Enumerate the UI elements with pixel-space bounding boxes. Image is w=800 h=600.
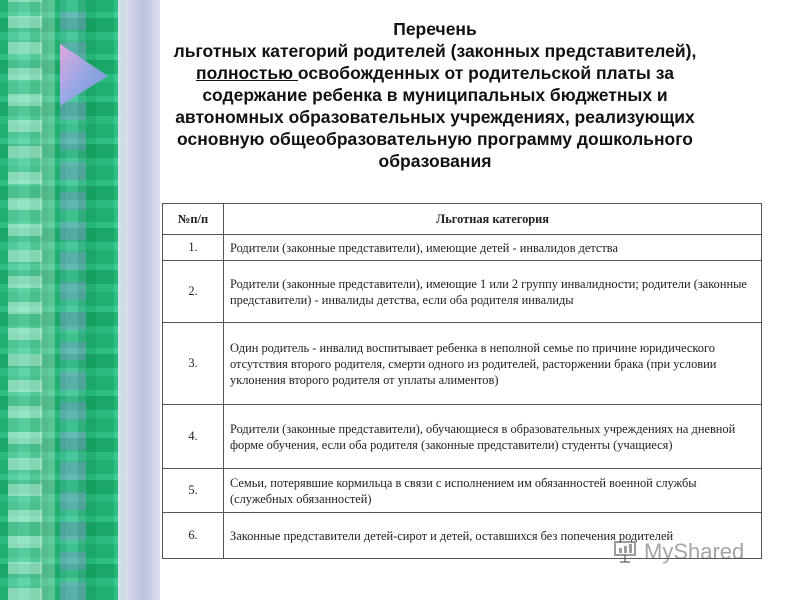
row-number: 1.	[163, 235, 224, 261]
table-row	[163, 261, 762, 323]
row-category: Семьи, потерявшие кормильца в связи с исполнением им обязанностей военной службы (служебных обязанностей)	[224, 469, 762, 513]
table-row	[163, 405, 762, 469]
decorative-mosaic-light	[8, 0, 42, 600]
header-num: №п/п	[163, 204, 224, 235]
table-row	[163, 323, 762, 405]
title-line: основную общеобразовательную программу дошкольного	[177, 129, 693, 149]
row-number: 4.	[163, 405, 224, 469]
title-line: автономных образовательных учреждениях, реализующих	[175, 107, 695, 127]
page-title	[130, 18, 740, 172]
table-row	[163, 469, 762, 513]
title-line: содержание ребенка в муниципальных бюджетных и	[202, 85, 668, 105]
row-number: 6.	[163, 513, 224, 559]
benefits-table	[162, 203, 762, 559]
title-line: льготных категорий родителей (законных представителей),	[173, 41, 697, 61]
row-category: Родители (законные представители), обучающиеся в образовательных учреждениях на дневной форме обучения, если оба родителя (законные представители) студенты (учащиеся)	[224, 405, 762, 469]
title-line: образования	[378, 151, 492, 171]
row-category: Родители (законные представители), имеющие 1 или 2 группу инвалидности; родители (законные представители) - инвалиды детства, если оба родителя инвалиды	[224, 261, 762, 323]
row-number: 2.	[163, 261, 224, 323]
play-triangle-icon	[52, 40, 112, 110]
title-line	[130, 62, 740, 84]
row-category: Законные представители детей-сирот и детей, оставшихся без попечения родителей	[224, 513, 762, 559]
table-row	[163, 235, 762, 261]
row-number: 3.	[163, 323, 224, 405]
header-category: Льготная категория	[224, 204, 762, 235]
row-category: Родители (законные представители), имеющие детей - инвалидов детства	[224, 235, 762, 261]
title-underlined-word: полностью	[196, 63, 298, 83]
row-number: 5.	[163, 469, 224, 513]
title-line-rest: освобожденных от родительской платы за	[297, 63, 674, 83]
presentation-board-icon	[612, 539, 638, 565]
table-header-row	[163, 204, 762, 235]
watermark	[612, 537, 744, 567]
watermark-text: MyShared	[644, 539, 745, 564]
title-line: Перечень	[393, 19, 477, 39]
row-category: Один родитель - инвалид воспитывает ребенка в неполной семье по причине юридического отсутствия второго родителя, смерти одного из родителей, расторжении брака (при условии уклонения второго родителя от уплаты алиментов)	[224, 323, 762, 405]
